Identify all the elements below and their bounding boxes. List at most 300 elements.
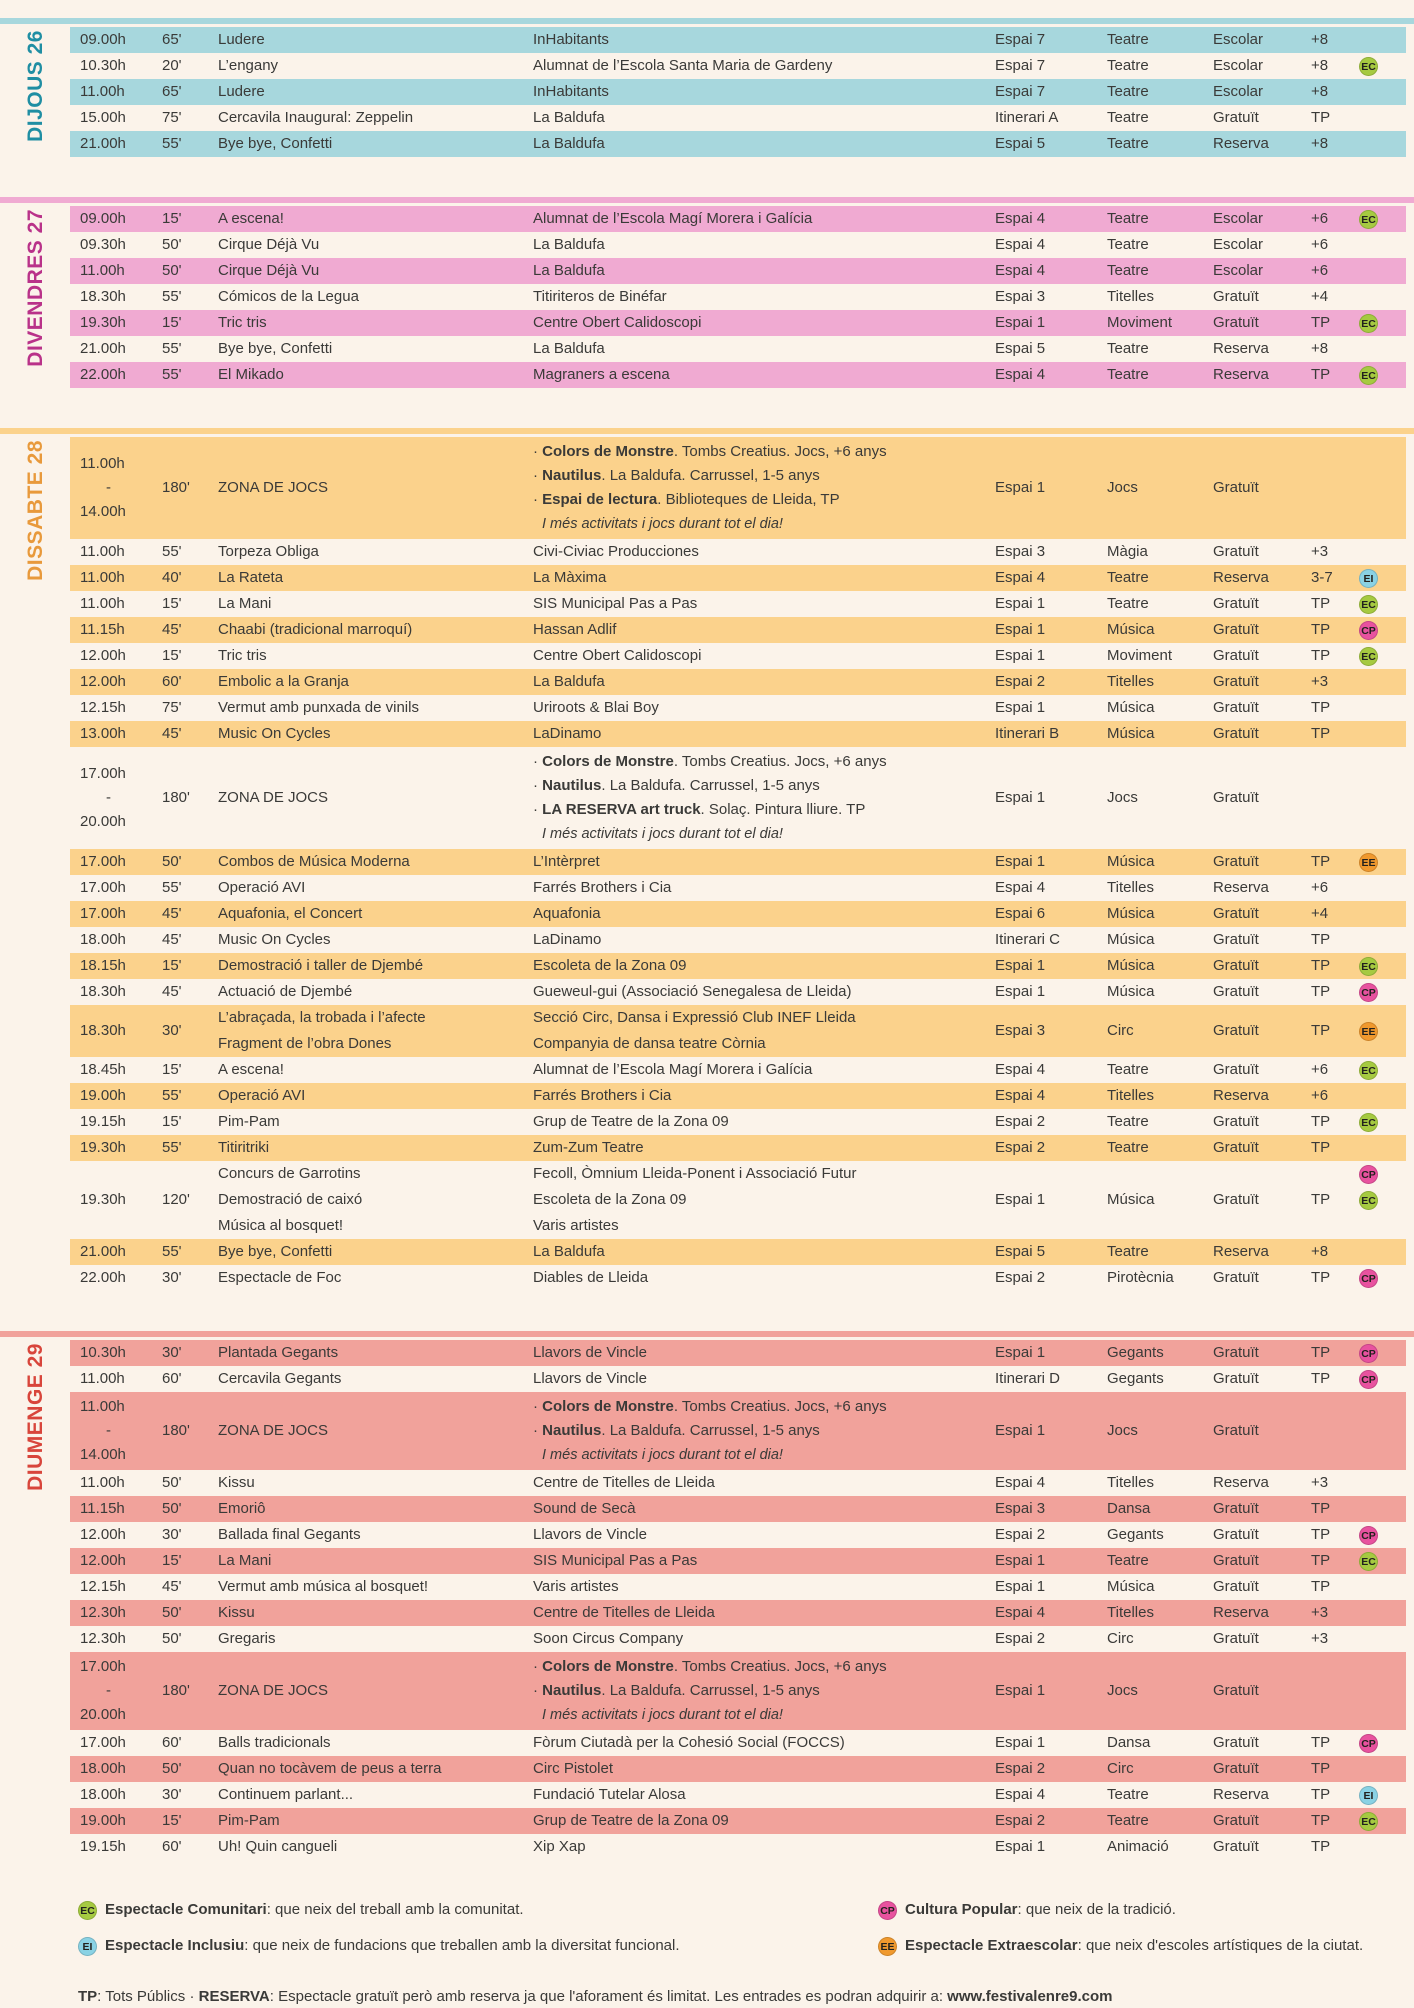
event-time-line: 12.15h (80, 699, 126, 716)
zona-activity-name: Nautilus (542, 1682, 602, 1699)
event-badges (1359, 953, 1406, 979)
event-time-line: 21.00h (80, 1243, 126, 1260)
event-access-value: Gratuït (1213, 673, 1259, 690)
event-title (218, 440, 533, 536)
event-duration-value: 15' (162, 595, 182, 612)
event-badges (1359, 131, 1406, 157)
event-access-value: Gratuït (1213, 1500, 1259, 1517)
event-access (1213, 232, 1311, 258)
event-title-line: Continuem parlant... (218, 1786, 354, 1803)
event-access (1213, 1340, 1311, 1366)
event-access (1213, 362, 1311, 388)
event-time-line: 12.30h (80, 1604, 126, 1621)
event-duration-value: 15' (162, 1113, 182, 1130)
event-duration-value: 15' (162, 647, 182, 664)
event-time-line: 10.30h (80, 1344, 126, 1361)
event-time-line: 17.00h (80, 1734, 126, 1751)
event-genre (1107, 1574, 1213, 1600)
event-age-value: +8 (1311, 31, 1329, 48)
event-access-value: Reserva (1213, 366, 1269, 383)
schedule-row (70, 258, 1406, 284)
event-company-line: Alumnat de l’Escola Magí Morera i Galícia (533, 1061, 813, 1078)
event-title-line: Bye bye, Confetti (218, 1243, 333, 1260)
event-badges (1359, 695, 1406, 721)
event-space-value: Espai 2 (995, 673, 1046, 690)
event-age-value: +3 (1311, 543, 1329, 560)
schedule-row (70, 27, 1406, 53)
schedule-row (70, 849, 1406, 875)
event-title-line: La Mani (218, 595, 272, 612)
event-company-line: Companyia de dansa teatre Còrnia (533, 1035, 766, 1052)
event-genre (1107, 1522, 1213, 1548)
day-label: DIJOUS 26 (24, 30, 47, 142)
event-space-value: Espai 4 (995, 236, 1046, 253)
event-access-value: Escolar (1213, 31, 1264, 48)
event-badges (1359, 1808, 1406, 1834)
event-age-value: +6 (1311, 1087, 1329, 1104)
event-access (1213, 875, 1311, 901)
event-title (218, 1366, 533, 1392)
event-genre-value: Dansa (1107, 1500, 1151, 1517)
event-time (70, 1808, 162, 1834)
event-badges (1359, 53, 1406, 79)
event-genre-value: Titelles (1107, 288, 1154, 305)
event-genre (1107, 1834, 1213, 1860)
event-age (1311, 1782, 1359, 1808)
event-company (533, 849, 995, 875)
event-company (533, 927, 995, 953)
event-company-line: Secció Circ, Dansa i Expressió Club INEF Lleida (533, 1009, 856, 1026)
badge-ee-icon: EE (1359, 853, 1378, 872)
event-genre-value: Jocs (1107, 479, 1138, 496)
event-space (995, 617, 1107, 643)
zona-activity-line (533, 464, 995, 488)
event-duration-value: 180' (162, 789, 190, 806)
event-duration (162, 1239, 218, 1265)
event-company-line: Farrés Brothers i Cia (533, 1087, 672, 1104)
event-space (995, 1496, 1107, 1522)
event-time-line: 14.00h (80, 1446, 126, 1463)
event-age (1311, 695, 1359, 721)
event-title (218, 284, 533, 310)
event-duration (162, 1135, 218, 1161)
event-time-line: 17.00h (80, 1658, 126, 1675)
event-title-line: Actuació de Djembé (218, 983, 353, 1000)
event-badges (1359, 1135, 1406, 1161)
event-space-value: Espai 3 (995, 288, 1046, 305)
event-genre (1107, 336, 1213, 362)
event-company (533, 1626, 995, 1652)
day-label: DIVENDRES 27 (24, 209, 47, 367)
badge-ec-icon: EC (1359, 647, 1378, 666)
event-badges (1359, 1834, 1406, 1860)
badge-cp-icon: CP (1359, 1734, 1378, 1753)
badge-ec-icon: EC (1359, 366, 1378, 385)
event-age (1311, 1470, 1359, 1496)
event-access (1213, 1626, 1311, 1652)
event-time-line: 12.00h (80, 647, 126, 664)
event-access (1213, 901, 1311, 927)
event-company-line: LaDinamo (533, 725, 602, 742)
legend-description: : que neix de la tradició. (1017, 1901, 1176, 1918)
legend-description: : que neix del treball amb la comunitat. (266, 1901, 524, 1918)
legend-description: : que neix de fundacions que treballen amb la diversitat funcional. (244, 1937, 680, 1954)
zona-activity-name: Colors de Monstre (542, 1398, 674, 1415)
event-time-line: - (106, 1422, 111, 1439)
event-company-line: Varis artistes (533, 1217, 619, 1234)
event-badges (1359, 927, 1406, 953)
event-title (218, 1135, 533, 1161)
zona-activity-name: Colors de Monstre (542, 1658, 674, 1675)
event-company (533, 669, 995, 695)
event-genre (1107, 565, 1213, 591)
schedule-row (70, 206, 1406, 232)
event-space (995, 1470, 1107, 1496)
event-age-value: TP (1311, 1022, 1331, 1039)
zona-activity-line (533, 1655, 995, 1679)
event-time-line: - (106, 479, 111, 496)
event-genre-value: Teatre (1107, 1243, 1149, 1260)
event-genre (1107, 1600, 1213, 1626)
event-genre (1107, 1161, 1213, 1239)
zona-activity-name: Nautilus (542, 1422, 602, 1439)
event-age-value: TP (1311, 931, 1331, 948)
event-age-value: TP (1311, 1552, 1331, 1569)
event-genre (1107, 440, 1213, 536)
schedule-row (70, 927, 1406, 953)
zona-activity-name: LA RESERVA art truck (542, 801, 701, 818)
event-age-value: TP (1311, 1113, 1331, 1130)
event-time-line: 11.00h (80, 83, 125, 100)
badge-ec-icon: EC (1359, 1191, 1378, 1210)
event-company (533, 617, 995, 643)
event-genre (1107, 105, 1213, 131)
event-company-line: Grup de Teatre de la Zona 09 (533, 1812, 729, 1829)
event-age-value: TP (1311, 1526, 1331, 1543)
event-time (70, 1135, 162, 1161)
event-age (1311, 539, 1359, 565)
zona-activity-detail: . Tombs Creatius. Jocs, +6 anys (673, 1658, 887, 1675)
event-access (1213, 79, 1311, 105)
event-age (1311, 105, 1359, 131)
event-badges (1359, 1782, 1406, 1808)
event-company-line: Alumnat de l’Escola Magí Morera i Galícia (533, 210, 813, 227)
event-genre (1107, 1808, 1213, 1834)
bullet-icon: · (533, 443, 543, 460)
event-access (1213, 1808, 1311, 1834)
event-age-value: +4 (1311, 905, 1329, 922)
event-duration (162, 1600, 218, 1626)
event-title (218, 310, 533, 336)
event-duration-value: 180' (162, 1682, 190, 1699)
event-title (218, 79, 533, 105)
event-title-line: Espectacle de Foc (218, 1269, 342, 1286)
event-access (1213, 1574, 1311, 1600)
event-duration-value: 15' (162, 957, 182, 974)
event-time-line: 19.15h (80, 1838, 126, 1855)
day-rows (70, 1340, 1406, 1860)
event-time-line: 13.00h (80, 725, 126, 742)
event-badges (1359, 979, 1406, 1005)
event-company-line: Fòrum Ciutadà per la Cohesió Social (FOCCS) (533, 1734, 845, 1751)
schedule-row (70, 1392, 1406, 1470)
event-age-value: TP (1311, 1269, 1331, 1286)
event-duration-value: 55' (162, 288, 182, 305)
zona-activity-line (533, 1395, 995, 1419)
event-title (218, 953, 533, 979)
event-genre (1107, 1395, 1213, 1467)
event-duration-value: 55' (162, 1243, 182, 1260)
legend-description: : que neix d'escoles artístiques de la ciutat. (1077, 1937, 1364, 1954)
event-age-value: TP (1311, 699, 1331, 716)
event-access-value: Reserva (1213, 1243, 1269, 1260)
event-space (995, 1005, 1107, 1057)
event-duration (162, 1340, 218, 1366)
event-genre (1107, 1470, 1213, 1496)
schedule-row (70, 747, 1406, 849)
event-time (70, 565, 162, 591)
event-badges (1359, 1548, 1406, 1574)
event-access-value: Gratuït (1213, 1422, 1259, 1439)
event-age (1311, 1730, 1359, 1756)
event-genre-value: Teatre (1107, 210, 1149, 227)
event-genre (1107, 849, 1213, 875)
event-badges (1359, 310, 1406, 336)
event-genre-value: Teatre (1107, 1552, 1149, 1569)
event-duration (162, 617, 218, 643)
event-company-line: Zum-Zum Teatre (533, 1139, 644, 1156)
event-access (1213, 1005, 1311, 1057)
event-time (70, 284, 162, 310)
event-title-line: Música al bosquet! (218, 1217, 344, 1234)
event-access (1213, 27, 1311, 53)
event-title-line: Embolic a la Granja (218, 673, 349, 690)
event-genre (1107, 617, 1213, 643)
event-company (533, 1239, 995, 1265)
event-age (1311, 1083, 1359, 1109)
event-time-line: 09.30h (80, 236, 126, 253)
event-space (995, 336, 1107, 362)
event-time-line: 11.00h (80, 1398, 125, 1415)
event-time-line: 20.00h (80, 1706, 126, 1723)
event-access (1213, 979, 1311, 1005)
event-access-value: Gratuït (1213, 1760, 1259, 1777)
event-age-value: TP (1311, 1578, 1331, 1595)
event-space-value: Espai 4 (995, 1061, 1046, 1078)
event-time (70, 131, 162, 157)
event-title-line: Operació AVI (218, 1087, 306, 1104)
badge-ec-icon: EC (1359, 957, 1378, 976)
event-access-value: Gratuït (1213, 1022, 1259, 1039)
event-age (1311, 617, 1359, 643)
event-duration (162, 721, 218, 747)
event-space (995, 1600, 1107, 1626)
event-genre (1107, 591, 1213, 617)
event-space-value: Espai 4 (995, 879, 1046, 896)
event-duration-value: 65' (162, 31, 182, 48)
schedule-row (70, 1834, 1406, 1860)
event-title (218, 1834, 533, 1860)
event-duration (162, 362, 218, 388)
event-access (1213, 336, 1311, 362)
event-time (70, 953, 162, 979)
event-age-value: TP (1311, 1760, 1331, 1777)
event-time-line: 11.00h (80, 595, 125, 612)
event-age (1311, 1655, 1359, 1727)
event-company (533, 1135, 995, 1161)
day-rows (70, 437, 1406, 1291)
event-space-value: Espai 5 (995, 1243, 1046, 1260)
event-time (70, 1161, 162, 1239)
event-company (533, 643, 995, 669)
event-age-value: TP (1311, 1139, 1331, 1156)
event-time (70, 617, 162, 643)
event-access-value: Escolar (1213, 236, 1264, 253)
event-company (533, 591, 995, 617)
event-access (1213, 1548, 1311, 1574)
event-age-value: TP (1311, 621, 1331, 638)
event-genre-value: Gegants (1107, 1344, 1164, 1361)
event-access (1213, 1366, 1311, 1392)
event-title (218, 206, 533, 232)
badge-cp-icon: CP (1359, 621, 1378, 640)
event-time-line: 22.00h (80, 366, 126, 383)
event-access-value: Gratuït (1213, 853, 1259, 870)
event-age (1311, 1005, 1359, 1057)
event-age-value: +8 (1311, 135, 1329, 152)
event-access (1213, 721, 1311, 747)
event-time (70, 1574, 162, 1600)
event-title-line: Kissu (218, 1474, 255, 1491)
event-duration (162, 901, 218, 927)
event-space (995, 643, 1107, 669)
event-space (995, 1782, 1107, 1808)
schedule-row (70, 669, 1406, 695)
badge-ec-icon: EC (78, 1901, 97, 1920)
event-badges (1359, 27, 1406, 53)
event-space (995, 1756, 1107, 1782)
event-genre-value: Teatre (1107, 595, 1149, 612)
section-top-strip (0, 18, 1414, 24)
event-age-value: TP (1311, 1500, 1331, 1517)
event-company-line: Fundació Tutelar Alosa (533, 1786, 686, 1803)
bullet-icon: · (533, 753, 543, 770)
event-time-line: 18.30h (80, 983, 126, 1000)
event-company-line: Sound de Secà (533, 1500, 636, 1517)
event-age (1311, 1057, 1359, 1083)
event-access (1213, 1057, 1311, 1083)
event-title-line: Tric tris (218, 647, 267, 664)
event-genre-value: Circ (1107, 1760, 1134, 1777)
event-duration (162, 1782, 218, 1808)
event-company (533, 1730, 995, 1756)
event-title-line: Quan no tocàvem de peus a terra (218, 1760, 442, 1777)
event-title-line: A escena! (218, 210, 284, 227)
event-genre (1107, 258, 1213, 284)
event-time-line: 12.15h (80, 1578, 126, 1595)
legend-term: Espectacle Comunitari (105, 1901, 267, 1918)
event-genre (1107, 1265, 1213, 1291)
event-title-line: La Mani (218, 1552, 272, 1569)
event-time-line: - (106, 1682, 111, 1699)
event-access-value: Gratuït (1213, 789, 1259, 806)
schedule-row (70, 1109, 1406, 1135)
event-badges (1359, 284, 1406, 310)
event-title (218, 849, 533, 875)
event-badges (1359, 643, 1406, 669)
event-access-value: Gratuït (1213, 1734, 1259, 1751)
event-time-line: 12.00h (80, 1552, 126, 1569)
event-genre-value: Moviment (1107, 647, 1173, 664)
event-access-value: Escolar (1213, 262, 1264, 279)
badge-ei-icon: EI (1359, 569, 1378, 588)
event-company (533, 1161, 995, 1239)
event-genre (1107, 27, 1213, 53)
event-access-value: Gratuït (1213, 314, 1259, 331)
event-space-value: Espai 2 (995, 1139, 1046, 1156)
event-badges (1359, 206, 1406, 232)
event-genre (1107, 721, 1213, 747)
event-duration-value: 180' (162, 1422, 190, 1439)
event-access (1213, 953, 1311, 979)
event-title-line: Uh! Quin cangueli (218, 1838, 338, 1855)
event-title (218, 1265, 533, 1291)
event-age-value: TP (1311, 983, 1331, 1000)
event-age (1311, 440, 1359, 536)
event-genre (1107, 750, 1213, 846)
event-space (995, 1340, 1107, 1366)
event-company-line: Hassan Adlif (533, 621, 617, 638)
event-duration-value: 55' (162, 1087, 182, 1104)
event-genre (1107, 1626, 1213, 1652)
badge-ee-icon: EE (1359, 1022, 1378, 1041)
event-space-value: Espai 5 (995, 135, 1046, 152)
event-access-value: Gratuït (1213, 1113, 1259, 1130)
event-access-value: Gratuït (1213, 543, 1259, 560)
event-genre (1107, 1239, 1213, 1265)
event-company-line: La Baldufa (533, 673, 605, 690)
event-genre (1107, 206, 1213, 232)
event-duration-value: 15' (162, 1061, 182, 1078)
event-genre-value: Teatre (1107, 340, 1149, 357)
section-top-strip (0, 197, 1414, 203)
event-space (995, 750, 1107, 846)
event-title-line: Cercavila Inaugural: Zeppelin (218, 109, 414, 126)
schedule-row (70, 53, 1406, 79)
event-duration-value: 30' (162, 1526, 182, 1543)
event-company-line: La Baldufa (533, 236, 605, 253)
event-space (995, 721, 1107, 747)
event-age-value: TP (1311, 957, 1331, 974)
event-duration-value: 180' (162, 479, 190, 496)
event-time (70, 53, 162, 79)
event-company (533, 1808, 995, 1834)
legend-term: Cultura Popular (905, 1901, 1018, 1918)
event-badges (1359, 1756, 1406, 1782)
event-space-value: Espai 7 (995, 57, 1046, 74)
event-age-value: +6 (1311, 879, 1329, 896)
schedule-row (70, 362, 1406, 388)
event-space (995, 79, 1107, 105)
event-genre-value: Titelles (1107, 1087, 1154, 1104)
event-duration-value: 60' (162, 673, 182, 690)
event-space-value: Espai 2 (995, 1526, 1046, 1543)
event-access (1213, 695, 1311, 721)
event-duration (162, 1834, 218, 1860)
event-genre-value: Música (1107, 699, 1155, 716)
schedule-row (70, 336, 1406, 362)
event-company (533, 336, 995, 362)
